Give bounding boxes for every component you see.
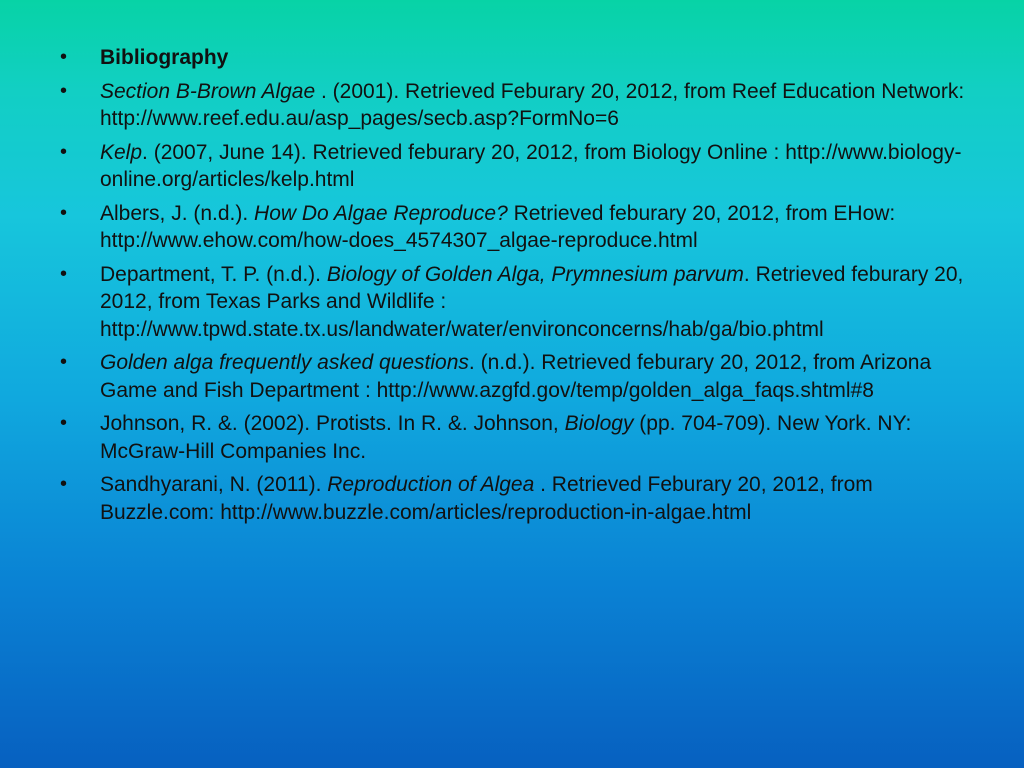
citation-title: How Do Algae Reproduce? — [254, 201, 508, 225]
citation-author: Sandhyarani, N. (2011). — [100, 473, 328, 496]
citation-text: . (2007, June 14). Retrieved feburary 20, 2012, from Biology Online : http://www.biology-online.org/articles/kelp.html — [100, 140, 962, 191]
bullet-icon: • — [60, 201, 68, 224]
citation-title: Biology — [564, 412, 634, 435]
citation-author: Department, T. P. (n.d.). — [100, 262, 327, 286]
bullet-icon: • — [60, 262, 68, 285]
citation-text: . Retrieved Feburary 20, 2012, from Buzzle.com: http://www.buzzle.com/articles/reproduction-in-algae.html — [100, 473, 873, 524]
citation-kelp — [56, 139, 974, 194]
bullet-icon: • — [60, 140, 68, 163]
citation-text: . Retrieved feburary 20, 2012, from Texas Parks and Wildlife : http://www.tpwd.state.tx.us/landwater/water/environconcerns/hab/ga/bio.phtml — [100, 262, 964, 341]
citation-johnson — [56, 410, 974, 465]
citation-golden-alga-faq — [56, 349, 974, 404]
bullet-icon: • — [60, 46, 68, 68]
citation-section-b-brown-algae — [56, 78, 974, 133]
citation-title: Section B-Brown Algae — [100, 79, 316, 103]
citation-title: Reproduction of Algea — [327, 473, 535, 496]
citation-text: . (n.d.). Retrieved feburary 20, 2012, from Arizona Game and Fish Department : http://www.azgfd.gov/temp/golden_alga_faqs.shtml#8 — [100, 351, 932, 402]
citation-author: Albers, J. (n.d.). — [100, 201, 255, 225]
bibliography-heading-item — [56, 44, 974, 72]
bibliography-heading: Bibliography — [100, 46, 229, 69]
citation-text: . (2001). Retrieved Feburary 20, 2012, from Reef Education Network: http://www.reef.edu.au/asp_pages/secb.asp?FormNo=6 — [100, 79, 965, 130]
citation-sandhyarani — [56, 471, 974, 526]
citation-title: Kelp — [100, 140, 143, 164]
bullet-icon: • — [60, 473, 68, 495]
bullet-icon: • — [60, 412, 68, 434]
citation-title: Golden alga frequently asked questions — [100, 351, 469, 374]
citation-author: Johnson, R. &. (2002). Protists. In R. &. Johnson, — [100, 412, 565, 435]
bullet-icon: • — [60, 79, 68, 102]
citation-title: Biology of Golden Alga, Prymnesium parvum — [326, 262, 744, 286]
citation-text: (pp. 704-709). New York. NY: McGraw-Hill Companies Inc. — [100, 412, 912, 463]
citation-department-golden-alga — [56, 261, 974, 344]
citation-text: Retrieved feburary 20, 2012, from EHow: http://www.ehow.com/how-does_4574307_algae-reproduce.html — [100, 201, 896, 252]
bullet-icon: • — [60, 351, 68, 373]
bibliography-list — [56, 44, 974, 532]
citation-albers — [56, 200, 974, 255]
